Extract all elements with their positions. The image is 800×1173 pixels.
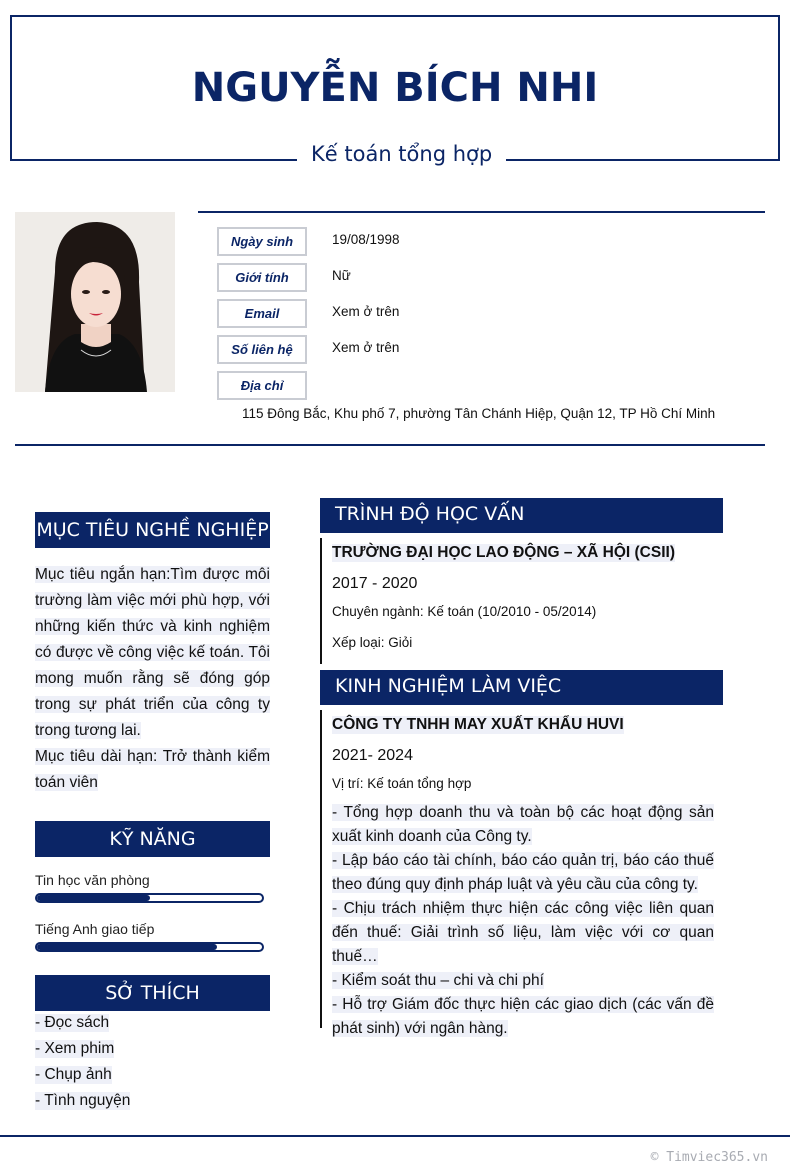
experience-company: CÔNG TY TNHH MAY XUẤT KHẨU HUVI: [332, 716, 624, 733]
hobby-item: - Chụp ảnh: [35, 1066, 112, 1083]
footer-line: [0, 1135, 790, 1137]
hobby-item: - Tình nguyện: [35, 1092, 131, 1109]
duty-item: - Tổng hợp doanh thu và toàn bộ các hoạt động sản xuất kinh doanh của Công ty.: [332, 804, 714, 845]
experience-duties: [332, 801, 714, 1041]
objective-long-term: Mục tiêu dài hạn: Trở thành kiểm toán viên: [35, 748, 270, 791]
education-school: TRƯỜNG ĐẠI HỌC LAO ĐỘNG – XÃ HỘI (CSII): [332, 544, 675, 561]
job-title: Kế toán tổng hợp: [297, 142, 506, 166]
education-grade: Xếp loại: Giỏi: [332, 635, 413, 650]
profile-photo-illustration: [15, 212, 175, 392]
skill-fill: [37, 944, 217, 950]
label-phone: Số liên hệ: [217, 335, 307, 364]
value-gender: Nữ: [332, 268, 351, 283]
hobby-item: - Đọc sách: [35, 1014, 110, 1031]
skill-bar: [35, 942, 264, 952]
value-phone: Xem ở trên: [332, 340, 400, 355]
objective-text: [35, 562, 270, 796]
candidate-name: NGUYỄN BÍCH NHI: [191, 65, 599, 111]
value-address: 115 Đông Bắc, Khu phố 7, phường Tân Chánh Hiệp, Quận 12, TP Hồ Chí Minh: [242, 406, 716, 421]
experience-heading: KINH NGHIỆM LÀM VIỆC: [320, 670, 723, 705]
section-separator: [15, 444, 765, 446]
education-heading: TRÌNH ĐỘ HỌC VẤN: [320, 498, 723, 533]
label-email: Email: [217, 299, 307, 328]
skill-name: Tiếng Anh giao tiếp: [35, 921, 155, 937]
experience-period: 2021- 2024: [332, 747, 413, 764]
info-top-line: [198, 211, 765, 213]
duty-item: - Kiểm soát thu – chi và chi phí: [332, 972, 544, 989]
objective-heading: MỤC TIÊU NGHỀ NGHIỆP: [35, 512, 270, 548]
hobby-item: - Xem phim: [35, 1040, 115, 1057]
skills-heading: KỸ NĂNG: [35, 821, 270, 857]
label-address: Địa chỉ: [217, 371, 307, 400]
objective-short-term: Mục tiêu ngắn hạn:Tìm được môi trường làm việc mới phù hợp, với những kiến thức và kinh nghiệm có được về công việc kế toán. Tôi mong muốn rằng sẽ đóng góp trong sự phát triển của công ty trong tương lai.: [35, 566, 270, 739]
education-timeline-line: [320, 538, 322, 664]
experience-position: Vị trí: Kế toán tổng hợp: [332, 776, 472, 791]
profile-photo: [15, 212, 175, 392]
duty-item: - Lập báo cáo tài chính, báo cáo quản trị, báo cáo thuế theo đúng quy định pháp luật và yêu cầu của công ty.: [332, 852, 714, 893]
footer-watermark: © Timviec365.vn: [650, 1150, 768, 1165]
skill-fill: [37, 895, 150, 901]
duty-item: - Hỗ trợ Giám đốc thực hiện các giao dịch (các vấn đề phát sinh) với ngân hàng.: [332, 996, 714, 1037]
skill-name: Tin học văn phòng: [35, 872, 150, 888]
education-period: 2017 - 2020: [332, 575, 418, 592]
skill-bar: [35, 893, 264, 903]
education-major: Chuyên ngành: Kế toán (10/2010 - 05/2014): [332, 604, 597, 619]
value-birthdate: 19/08/1998: [332, 232, 400, 247]
label-gender: Giới tính: [217, 263, 307, 292]
hobbies-heading: SỞ THÍCH: [35, 975, 270, 1011]
value-email: Xem ở trên: [332, 304, 400, 319]
label-birthdate: Ngày sinh: [217, 227, 307, 256]
experience-timeline-line: [320, 710, 322, 1028]
duty-item: - Chịu trách nhiệm thực hiện các công việc liên quan đến thuế: Giải trình số liệu, làm việc với cơ quan thuế…: [332, 900, 714, 965]
header-box: [10, 15, 780, 161]
